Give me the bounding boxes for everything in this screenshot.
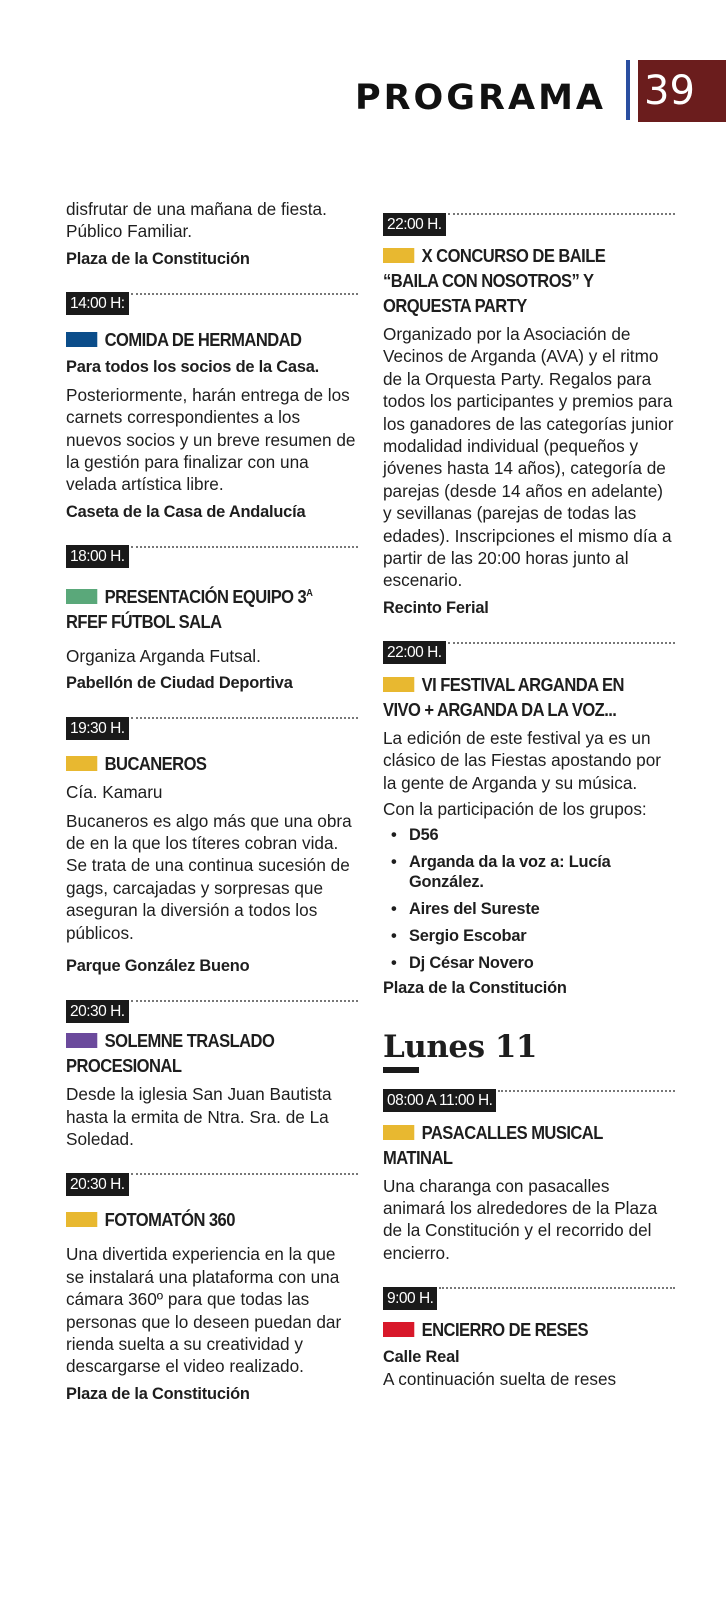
category-color-marker (66, 1212, 97, 1227)
event-subtitle: Para todos los socios de la Casa. (66, 357, 320, 376)
event-description: A continuación suelta de reses (383, 1369, 617, 1390)
event-title: PASACALLES MUSICAL MATINAL (383, 1122, 603, 1168)
dotted-line (131, 1173, 358, 1175)
category-color-marker (383, 677, 414, 692)
event-description: La edición de este festival ya es un clásico de las Fiestas apostando por la gente de Arganda y su música. (383, 727, 662, 793)
event-description: Posteriormente, harán entrega de los carnets correspondientes a los nuevos socios y un breve resumen de la gestión para finalizar con una velada artística libre. (66, 384, 356, 495)
time-badge: 22:00 H. (383, 213, 446, 236)
list-item: • Aires del Sureste (383, 899, 675, 919)
dotted-line (448, 642, 675, 644)
time-row (383, 1286, 675, 1310)
dotted-line (131, 1000, 358, 1002)
time-badge: 08:00 A 11:00 H. (383, 1089, 496, 1112)
event-description: Organiza Arganda Futsal. (66, 645, 261, 666)
dotted-line (439, 1287, 675, 1289)
category-color-marker (383, 248, 414, 263)
event-description: Una charanga con pasacalles animará los alrededores de la Plaza de la Constitución y el recorrido del encierro. (383, 1175, 658, 1263)
event-comida (66, 292, 358, 523)
category-color-marker (66, 756, 97, 771)
event-presentacion (66, 545, 358, 694)
event-title: ENCIERRO DE RESES (383, 1318, 673, 1343)
event-place: Recinto Ferial (383, 598, 489, 617)
list-item: • D56 (383, 825, 675, 845)
time-row (66, 545, 358, 569)
event-concurso (383, 212, 675, 619)
page-number: 39 (638, 60, 726, 122)
time-badge: 18:00 H. (66, 545, 129, 568)
event-title: COMIDA DE HERMANDAD (66, 328, 356, 353)
list-item: • Dj César Novero (383, 953, 675, 973)
event-description-2: Con la participación de los grupos: (383, 799, 647, 820)
event-title: SOLEMNE TRASLADO PROCESIONAL (66, 1031, 275, 1077)
event-title: VI FESTIVAL ARGANDA EN VIVO + ARGANDA DA LA VOZ... (383, 674, 624, 720)
dotted-line (131, 546, 358, 548)
time-row (66, 1172, 358, 1196)
time-row (383, 641, 675, 665)
event-place: Plaza de la Constitución (66, 1384, 250, 1403)
event-title: X CONCURSO DE BAILE “BAILA CON NOSOTROS” Y ORQUESTA PARTY (383, 246, 606, 316)
category-color-marker (66, 332, 97, 347)
event-encierro (383, 1286, 675, 1390)
time-row (383, 1089, 675, 1113)
event-place: Pabellón de Ciudad Deportiva (66, 674, 293, 693)
event-title: FOTOMATÓN 360 (66, 1208, 356, 1233)
left-column (66, 198, 358, 1405)
event-bucaneros (66, 716, 358, 977)
event-place: Caseta de la Casa de Andalucía (66, 502, 306, 521)
event-traslado (66, 999, 358, 1150)
header-divider (626, 60, 630, 120)
event-place: Parque González Bueno (66, 957, 250, 976)
list-item: • Sergio Escobar (383, 926, 675, 946)
time-badge: 19:30 H. (66, 717, 129, 740)
event-description: Bucaneros es algo más que una obra de en la que los títeres cobran vida. Se trata de una continua sucesión de gags, carcajadas y sorpresas que aseguran la diversión a todos los públicos. (66, 810, 352, 943)
category-color-marker (383, 1322, 414, 1337)
event-place: Plaza de la Constitución (383, 978, 567, 997)
intro-text: disfrutar de una mañana de fiesta. Público Familiar. (66, 199, 327, 242)
group-list (383, 825, 675, 973)
time-row (66, 999, 358, 1023)
dotted-line (448, 213, 675, 215)
time-row (383, 212, 675, 236)
dotted-line (131, 293, 358, 295)
event-fotomaton (66, 1172, 358, 1404)
right-column (383, 190, 675, 1391)
dotted-line (498, 1090, 675, 1092)
page-header (355, 60, 726, 122)
time-row (66, 716, 358, 740)
event-title: PRESENTACIÓN EQUIPO $3^A$ RFEF FÚTBOL SALA (66, 586, 313, 632)
event-description: Una divertida experiencia en la que se instalará una plataforma con una cámara 360º para que todas las personas que lo deseen puedan dar rienda suelta a su creatividad y descargarse el video realizado. (66, 1244, 342, 1377)
dotted-line (131, 717, 358, 719)
event-place: Plaza de la Constitución (66, 249, 250, 268)
event-description: Organizado por la Asociación de Vecinos de Arganda (AVA) y el ritmo de la Orquesta Party. Regalos para todos los participantes y premios para los ganadores de las categorías junior modalidad individual (pequeños y jóvenes hasta 14 años), categoría de parejas (desde 14 años en adelante) y sevillanas (parejas de todas las edades). Inscripciones el mismo día a partir de las 20:00 horas junto al escenario. (383, 324, 674, 591)
event-festival (383, 641, 675, 999)
time-badge: 14:00 H: (66, 292, 129, 315)
category-color-marker (66, 589, 97, 604)
time-badge: 20:30 H. (66, 1000, 129, 1023)
event-pasacalles (383, 1089, 675, 1265)
day-heading: Lunes 11 (383, 1028, 537, 1065)
event-description: Desde la iglesia San Juan Bautista hasta la ermita de Ntra. Sra. de La Soledad. (66, 1084, 332, 1149)
list-item: • Arganda da la voz a: Lucía González. (383, 852, 675, 892)
time-badge: 22:00 H. (383, 641, 446, 664)
day-underline (383, 1067, 419, 1073)
category-color-marker (383, 1125, 414, 1140)
event-place: Calle Real (383, 1348, 460, 1367)
time-badge: 20:30 H. (66, 1173, 129, 1196)
time-badge: 9:00 H. (383, 1287, 437, 1310)
category-color-marker (66, 1033, 97, 1048)
section-title: PROGRAMA (354, 78, 606, 118)
time-row (66, 292, 358, 316)
event-company: Cía. Kamaru (66, 782, 163, 803)
event-title: BUCANEROS (66, 752, 356, 777)
